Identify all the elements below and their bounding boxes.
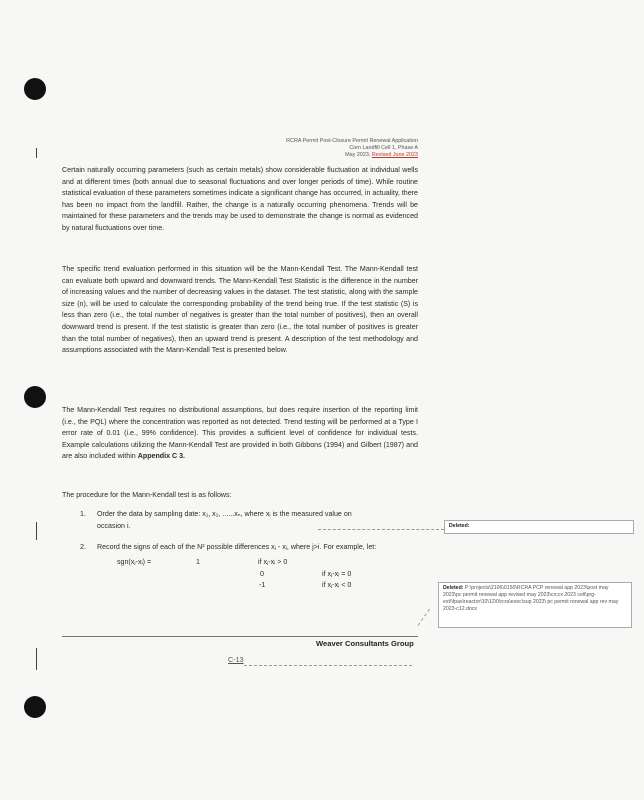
list-item-2: Record the signs of each of the N² possible differences xⱼ - xᵢ, where j>i. For example, let: bbox=[97, 543, 377, 551]
appendix-reference: Appendix C 3. bbox=[137, 452, 186, 461]
formula-condition-1: if xⱼ-xᵢ > 0 bbox=[258, 558, 288, 566]
revision-bar bbox=[36, 148, 37, 158]
company-name: Weaver Consultants Group bbox=[316, 639, 414, 648]
formula-value-1: 1 bbox=[196, 558, 200, 566]
list-number-1: 1. bbox=[80, 510, 86, 518]
header-line-1: RCRA Permit Post-Closure Permit Renewal Application bbox=[286, 138, 418, 144]
formula-condition-3: if xⱼ-xᵢ < 0 bbox=[322, 581, 352, 589]
comment-connector-1 bbox=[318, 529, 444, 530]
binder-hole-middle bbox=[24, 386, 46, 408]
paragraph-assumptions: The Mann-Kendall Test requires no distributional assumptions, but does require insertion of the reporting limit (i.e., the PQL) where the concentration was reported as not detected. Trend testing will be performed at a Type I error rate of 0.01 (i.e., 99% confidence). This provides a sufficient level of confidence for individual tests. Example calculations utilizing the Mann-Kendall Test are provided in both Gibbons (1994) and Gilbert (1987) and are also included within Appendix C 3. bbox=[62, 406, 418, 461]
revised-date: Revised June 2023 bbox=[371, 152, 418, 158]
comment-connector-2 bbox=[418, 609, 430, 626]
footer-rule bbox=[62, 636, 418, 637]
page-number-leader bbox=[244, 665, 412, 666]
paragraph-procedure-intro: The procedure for the Mann-Kendall test is as follows: bbox=[62, 491, 232, 499]
comment-2-text: P:\projects\2106\0150\RCRA PCP renewal app 2023\post may 2023\pc permit renewal app revised may 2023\crccx 2023 cell\prg-ext\\fpas\reactor\10\12\0\rcra\exec\sup 2023\ pc permit renewal app rev may 2023-c12.docx bbox=[443, 585, 619, 612]
comment-1-label: Deleted: bbox=[449, 523, 470, 529]
revision-bar bbox=[36, 522, 37, 540]
page-number: C-13 bbox=[228, 655, 244, 664]
list-item-1-line-2: occasion i. bbox=[97, 522, 131, 530]
paragraph-natural-fluctuation: Certain naturally occurring parameters (such as certain metals) show considerable fluctuation at individual wells and at different times (both annual due to seasonal fluctuations and over longer periods of time). While routine statistical evaluation of these parameters sometimes indicate a significant change has occurred, in actuality, there has been no impact from the landfill. Rather, the change is a naturally occurring phenomena. Trends will be maintained for these parameters and the trends may be used to demonstrate the change is normal as evidenced by natural fluctuations over time. bbox=[62, 166, 418, 232]
document-header bbox=[286, 138, 418, 159]
comment-deleted-1[interactable] bbox=[444, 520, 634, 534]
paragraph-mann-kendall-intro: The specific trend evaluation performed in this situation will be the Mann-Kendall Test. The Mann-Kendall test can evaluate both upward and downward trends. The Mann-Kendall Test Statistic is the difference in the number of increasing values and the number of decreasing values in the dataset. The test statistic, along with the sample size (n), will be used to calculate the corresponding probability of the trend being true. If the test statistic (S) is less than zero (i.e., the total number of negatives is greater than the total number of positives), then an overall downward trend is present. If the test statistic is greater than zero (i.e., the total number of positives is greater than the total number of negatives), then an upward trend is present. A description of the test methodology and assumptions associated with the Mann-Kendall Test is presented below. bbox=[62, 265, 418, 355]
formula-value-3: -1 bbox=[259, 581, 266, 589]
binder-hole-bottom bbox=[24, 696, 46, 718]
list-item-1-line-1: Order the data by sampling date: x₁, x₂, ......xₙ, where xᵢ is the measured value on bbox=[97, 510, 352, 518]
header-line-3: May 2023, Revised June 2023 bbox=[345, 152, 418, 158]
binder-hole-top bbox=[24, 78, 46, 100]
formula-lhs: sgn(xⱼ-xᵢ) = bbox=[117, 558, 152, 566]
list-number-2: 2. bbox=[80, 543, 86, 551]
formula-value-2: 0 bbox=[260, 570, 264, 578]
revision-bar bbox=[36, 648, 37, 670]
comment-deleted-2[interactable] bbox=[438, 582, 632, 628]
header-line-2: Corn Landfill Cell 1, Phase A bbox=[349, 145, 418, 151]
formula-condition-2: if xⱼ-xᵢ = 0 bbox=[322, 570, 352, 578]
comment-2-label: Deleted: bbox=[443, 585, 464, 591]
